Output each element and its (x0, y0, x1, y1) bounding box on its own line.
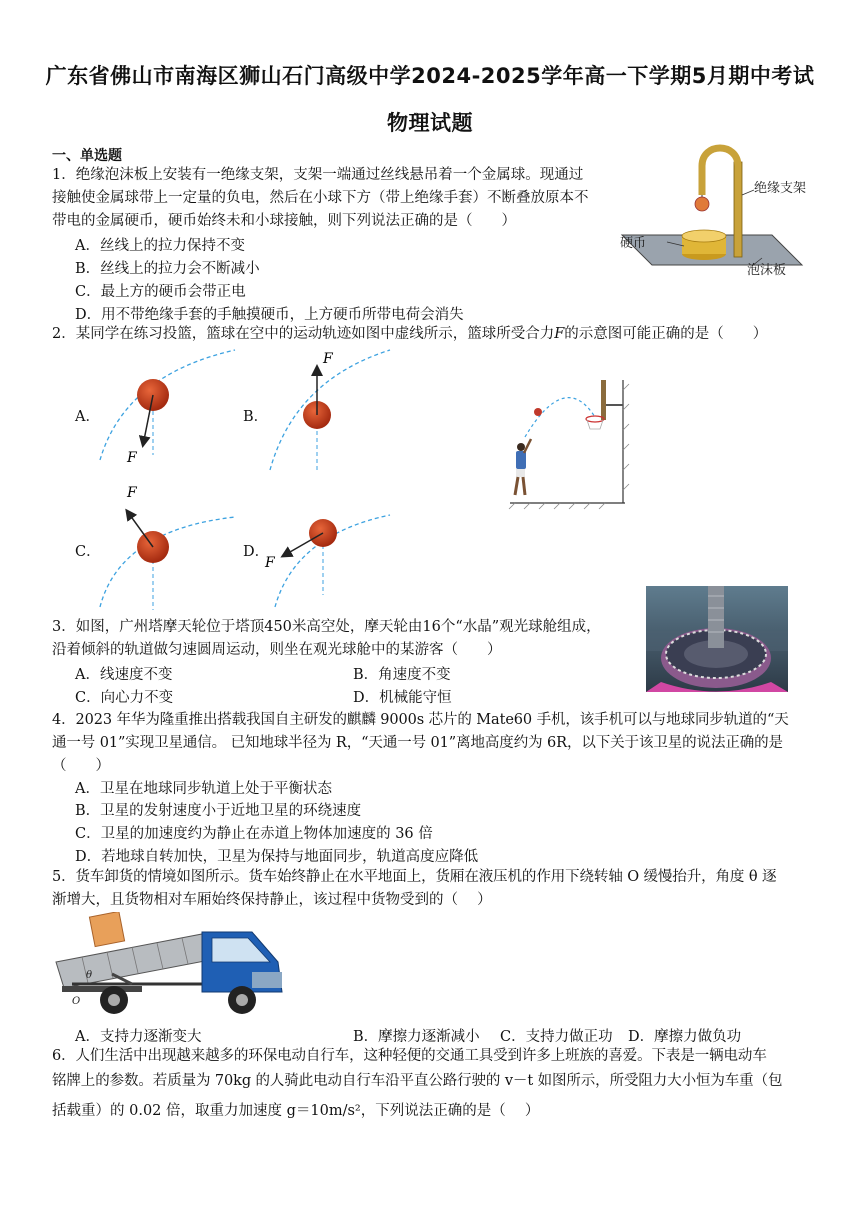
q4-option-d: D．若地球自转加快，卫星为保持与地面同步，轨道高度应降低 (75, 849, 479, 865)
coin-stack (682, 230, 726, 242)
document-title: 广东省佛山市南海区狮山石门高级中学2024-2025学年高一下学期5月期中考试 (45, 64, 815, 88)
q6-stem-line-3: 括载重）的 0.02 倍，取重力加速度 g＝10m/s²，下列说法正确的是（ ） (52, 1103, 540, 1119)
document-subtitle: 物理试题 (387, 111, 473, 135)
q5-stem-line-1: 5．货车卸货的情境如图所示。货车始终静止在水平地面上，货厢在液压机的作用下绕转轴 O 缓慢抬升，角度 θ 逐 (52, 869, 777, 885)
svg-text:F: F (127, 450, 137, 466)
q3-stem-line-2: 沿着倾斜的轨道做匀速圆周运动，则坐在观光球舱中的某游客（ ） (52, 642, 502, 658)
q1-option-b: B．丝线上的拉力会不断减小 (75, 261, 260, 277)
q2-stem-text: 2．某同学在练习投篮，篮球在空中的运动轨迹如图中虚线所示，篮球所受合力 (52, 326, 555, 342)
cargo-box (89, 912, 124, 947)
q6-stem-line-1: 6．人们生活中出现越来越多的环保电动自行车，这种轻便的交通工具受到许多上班族的喜爱。下表是一辆电动车 (52, 1048, 767, 1064)
q3-tower-photo (646, 586, 788, 692)
q6-stem-line-2: 铭牌上的参数。若质量为 70kg 的人骑此电动自行车沿平直公路行驶的 v－t 如图所示，所受阻力大小恒为车重（包 (52, 1073, 783, 1089)
diagram-b (270, 350, 390, 470)
q4-stem-line-1: 4．2023 年华为隆重推出搭载我国自主研发的麒麟 9000s 芯片的 Mate60 手机，该手机可以与地球同步轨道的“天 (52, 712, 789, 728)
metal-ball (695, 197, 709, 211)
svg-text:F: F (323, 351, 333, 367)
q1-option-a: A．丝线上的拉力保持不变 (75, 238, 245, 254)
q4-stem-line-2: 通一号 01”实现卫星通信。 已知地球半径为 R，“天通一号 01”离地高度约为 6R，以下关于该卫星的说法正确的是 (52, 735, 783, 751)
section-heading: 一、单选题 (52, 148, 122, 164)
q2-stem-end: 的示意图可能正确的是（ ） (564, 326, 768, 342)
diagram-d (264, 515, 390, 607)
q1-stem-line-1: 1．绝缘泡沫板上安装有一绝缘支架，支架一端通过丝线悬吊着一个金属球。现通过 (52, 167, 584, 183)
svg-text:F: F (265, 555, 275, 571)
q4-option-c: C．卫星的加速度约为静止在赤道上物体加速度的 36 倍 (75, 826, 433, 842)
q3-option-c: C．向心力不变 (75, 690, 174, 706)
q5-option-b: B．摩擦力逐渐减小 (353, 1029, 480, 1045)
q1-stem-line-2: 接触使金属球带上一定量的负电，然后在小球下方（带上绝缘手套）不断叠放原本不 (52, 190, 589, 206)
q4-stem-line-3: （ ） (52, 758, 110, 774)
ball-in-flight (534, 408, 542, 416)
q1-stem-line-3: 带电的金属硬币，硬币始终未和小球接触，则下列说法正确的是（ ） (52, 213, 516, 229)
q2-option-c: C． (75, 544, 101, 560)
q2-hoop-figure (505, 375, 635, 510)
q5-stem-line-2: 渐增大，且货物相对车厢始终保持静止，该过程中货物受到的（ ） (52, 892, 492, 908)
q3-option-b: B．角速度不变 (353, 667, 451, 683)
diagram-a (100, 350, 235, 466)
q2-force-symbol: F (554, 326, 565, 342)
label-support: 绝缘支架 (754, 181, 807, 196)
q1-option-d: D．用不带绝缘手套的手触摸硬币，上方硬币所带电荷会消失 (75, 307, 464, 323)
q3-option-d: D．机械能守恒 (353, 690, 452, 706)
q2-option-d: D． (243, 544, 270, 560)
label-coin: 硬币 (620, 236, 647, 251)
q1-figure (612, 140, 817, 278)
q5-option-a: A．支持力逐渐变大 (75, 1029, 202, 1045)
q3-option-a: A．线速度不变 (75, 667, 173, 683)
q3-stem-line-1: 3．如图，广州塔摩天轮位于塔顶450米高空处，摩天轮由16个“水晶”观光球舱组成， (52, 619, 601, 635)
q2-option-b: B． (243, 409, 269, 425)
q4-option-b: B．卫星的发射速度小于近地卫星的环绕速度 (75, 803, 362, 819)
q2-stem (52, 323, 767, 345)
q2-force-diagrams (95, 345, 395, 615)
player-silhouette (515, 439, 531, 495)
q4-option-a: A．卫星在地球同步轨道上处于平衡状态 (75, 781, 332, 797)
q5-truck-figure (52, 912, 290, 1022)
diagram-c (100, 485, 235, 610)
q1-option-c: C．最上方的硬币会带正电 (75, 284, 246, 300)
q5-option-c: C．支持力做正功 (500, 1029, 613, 1045)
q5-option-d: D．摩擦力做负功 (628, 1029, 742, 1045)
q2-option-a: A． (75, 409, 100, 425)
insulating-support (734, 162, 742, 257)
theta-label: θ (86, 970, 93, 981)
svg-text:F: F (127, 485, 137, 501)
label-board: 泡沫板 (747, 263, 787, 278)
axis-label: O (72, 996, 81, 1007)
